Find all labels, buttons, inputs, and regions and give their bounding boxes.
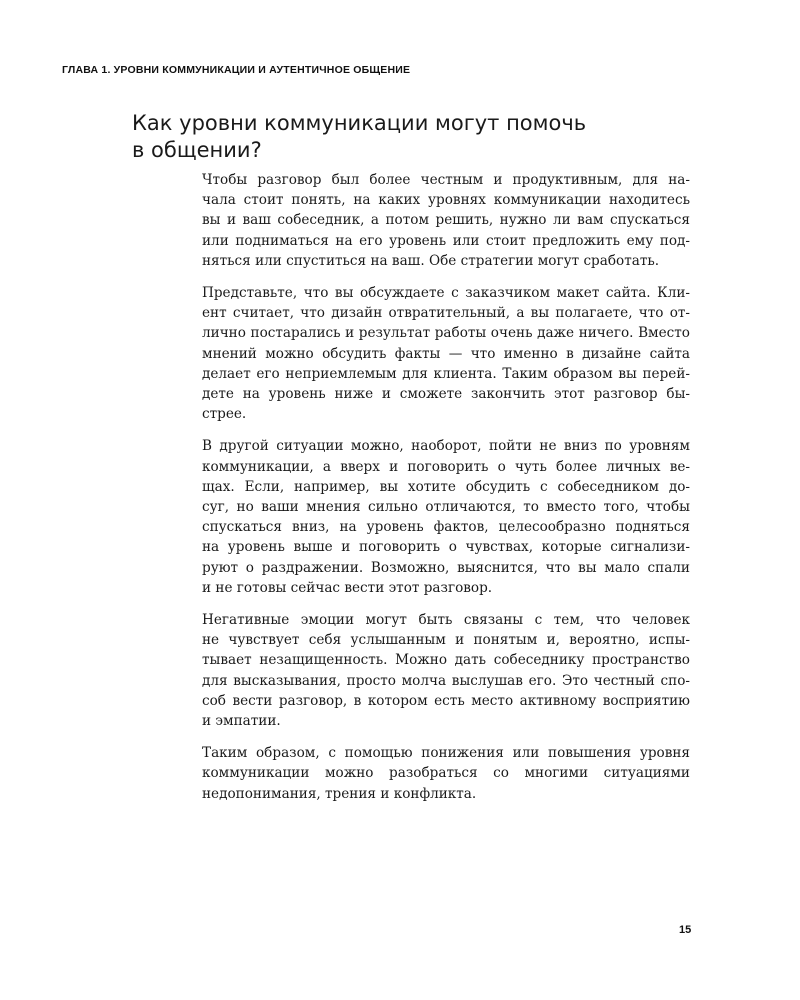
text-line: В другой ситуации можно, наоборот, пойти не вниз по уровням bbox=[202, 438, 690, 455]
text-line: для высказывания, просто молча выслушав его. Это честный спо- bbox=[202, 672, 690, 689]
text-line: делает его неприемлемым для клиента. Таким образом вы перей- bbox=[202, 365, 690, 382]
text-line: руют о раздражении. Возможно, выяснится, что вы мало спали bbox=[202, 559, 690, 576]
text-line: Негативные эмоции могут быть связаны с тем, что человек bbox=[202, 612, 690, 629]
text-line: дете на уровень ниже и сможете закончить этот разговор бы- bbox=[202, 386, 690, 403]
text-line: недопонимания, трения и конфликта. bbox=[202, 785, 477, 802]
body-text bbox=[202, 170, 690, 816]
text-line: не чувствует себя услышанным и понятым и, вероятно, испы- bbox=[202, 632, 690, 649]
paragraph-5 bbox=[202, 743, 690, 804]
text-line: соб вести разговор, в котором есть место активному восприятию bbox=[202, 692, 690, 709]
text-line: лично постарались и результат работы очень даже ничего. Вместо bbox=[202, 325, 690, 342]
paragraph-2 bbox=[202, 283, 690, 424]
section-title-line: в общении? bbox=[132, 138, 262, 162]
text-line: Представьте, что вы обсуждаете с заказчиком макет сайта. Кли- bbox=[202, 285, 690, 302]
running-head: ГЛАВА 1. УРОВНИ КОММУНИКАЦИИ И АУТЕНТИЧНОЕ ОБЩЕНИЕ bbox=[62, 64, 411, 76]
text-line: суг, но ваши мнения сильно отличаются, то вместо того, чтобы bbox=[202, 499, 690, 516]
text-line: щах. Если, например, вы хотите обсудить с собеседником до- bbox=[202, 478, 690, 495]
text-line: чала стоит понять, на каких уровнях коммуникации находитесь bbox=[202, 192, 690, 209]
text-line: спускаться вниз, на уровень фактов, целесообразно подняться bbox=[202, 519, 690, 536]
page-number: 15 bbox=[679, 924, 692, 936]
section-title-line: Как уровни коммуникации могут помочь bbox=[132, 111, 587, 135]
text-line: Таким образом, с помощью понижения или повышения уровня bbox=[202, 745, 690, 762]
text-line: ент считает, что дизайн отвратительный, а вы полагаете, что от- bbox=[202, 305, 690, 322]
text-line: Чтобы разговор был более честным и продуктивным, для на- bbox=[202, 172, 690, 188]
section-title bbox=[132, 110, 652, 164]
text-line: и не готовы сейчас вести этот разговор. bbox=[202, 579, 493, 596]
text-line: коммуникации, а вверх и поговорить о чуть более личных ве- bbox=[202, 458, 690, 475]
text-line: мнений можно обсудить факты — что именно в дизайне сайта bbox=[202, 345, 690, 362]
text-line: коммуникации можно разобраться со многими ситуациями bbox=[202, 765, 690, 782]
text-line: и эмпатии. bbox=[202, 713, 281, 730]
paragraph-4 bbox=[202, 610, 690, 731]
text-line: няться или спуститься на ваш. Обе стратегии могут сработать. bbox=[202, 252, 660, 269]
text-line: на уровень выше и поговорить о чувствах, которые сигнализи- bbox=[202, 539, 690, 556]
text-line: вы и ваш собеседник, а потом решить, нужно ли вам спускаться bbox=[202, 212, 690, 229]
text-line: тывает незащищенность. Можно дать собеседнику пространство bbox=[202, 652, 690, 669]
paragraph-1 bbox=[202, 170, 690, 271]
paragraph-3 bbox=[202, 436, 690, 598]
text-line: или подниматься на его уровень или стоит предложить ему под- bbox=[202, 232, 690, 249]
text-line: стрее. bbox=[202, 406, 247, 423]
